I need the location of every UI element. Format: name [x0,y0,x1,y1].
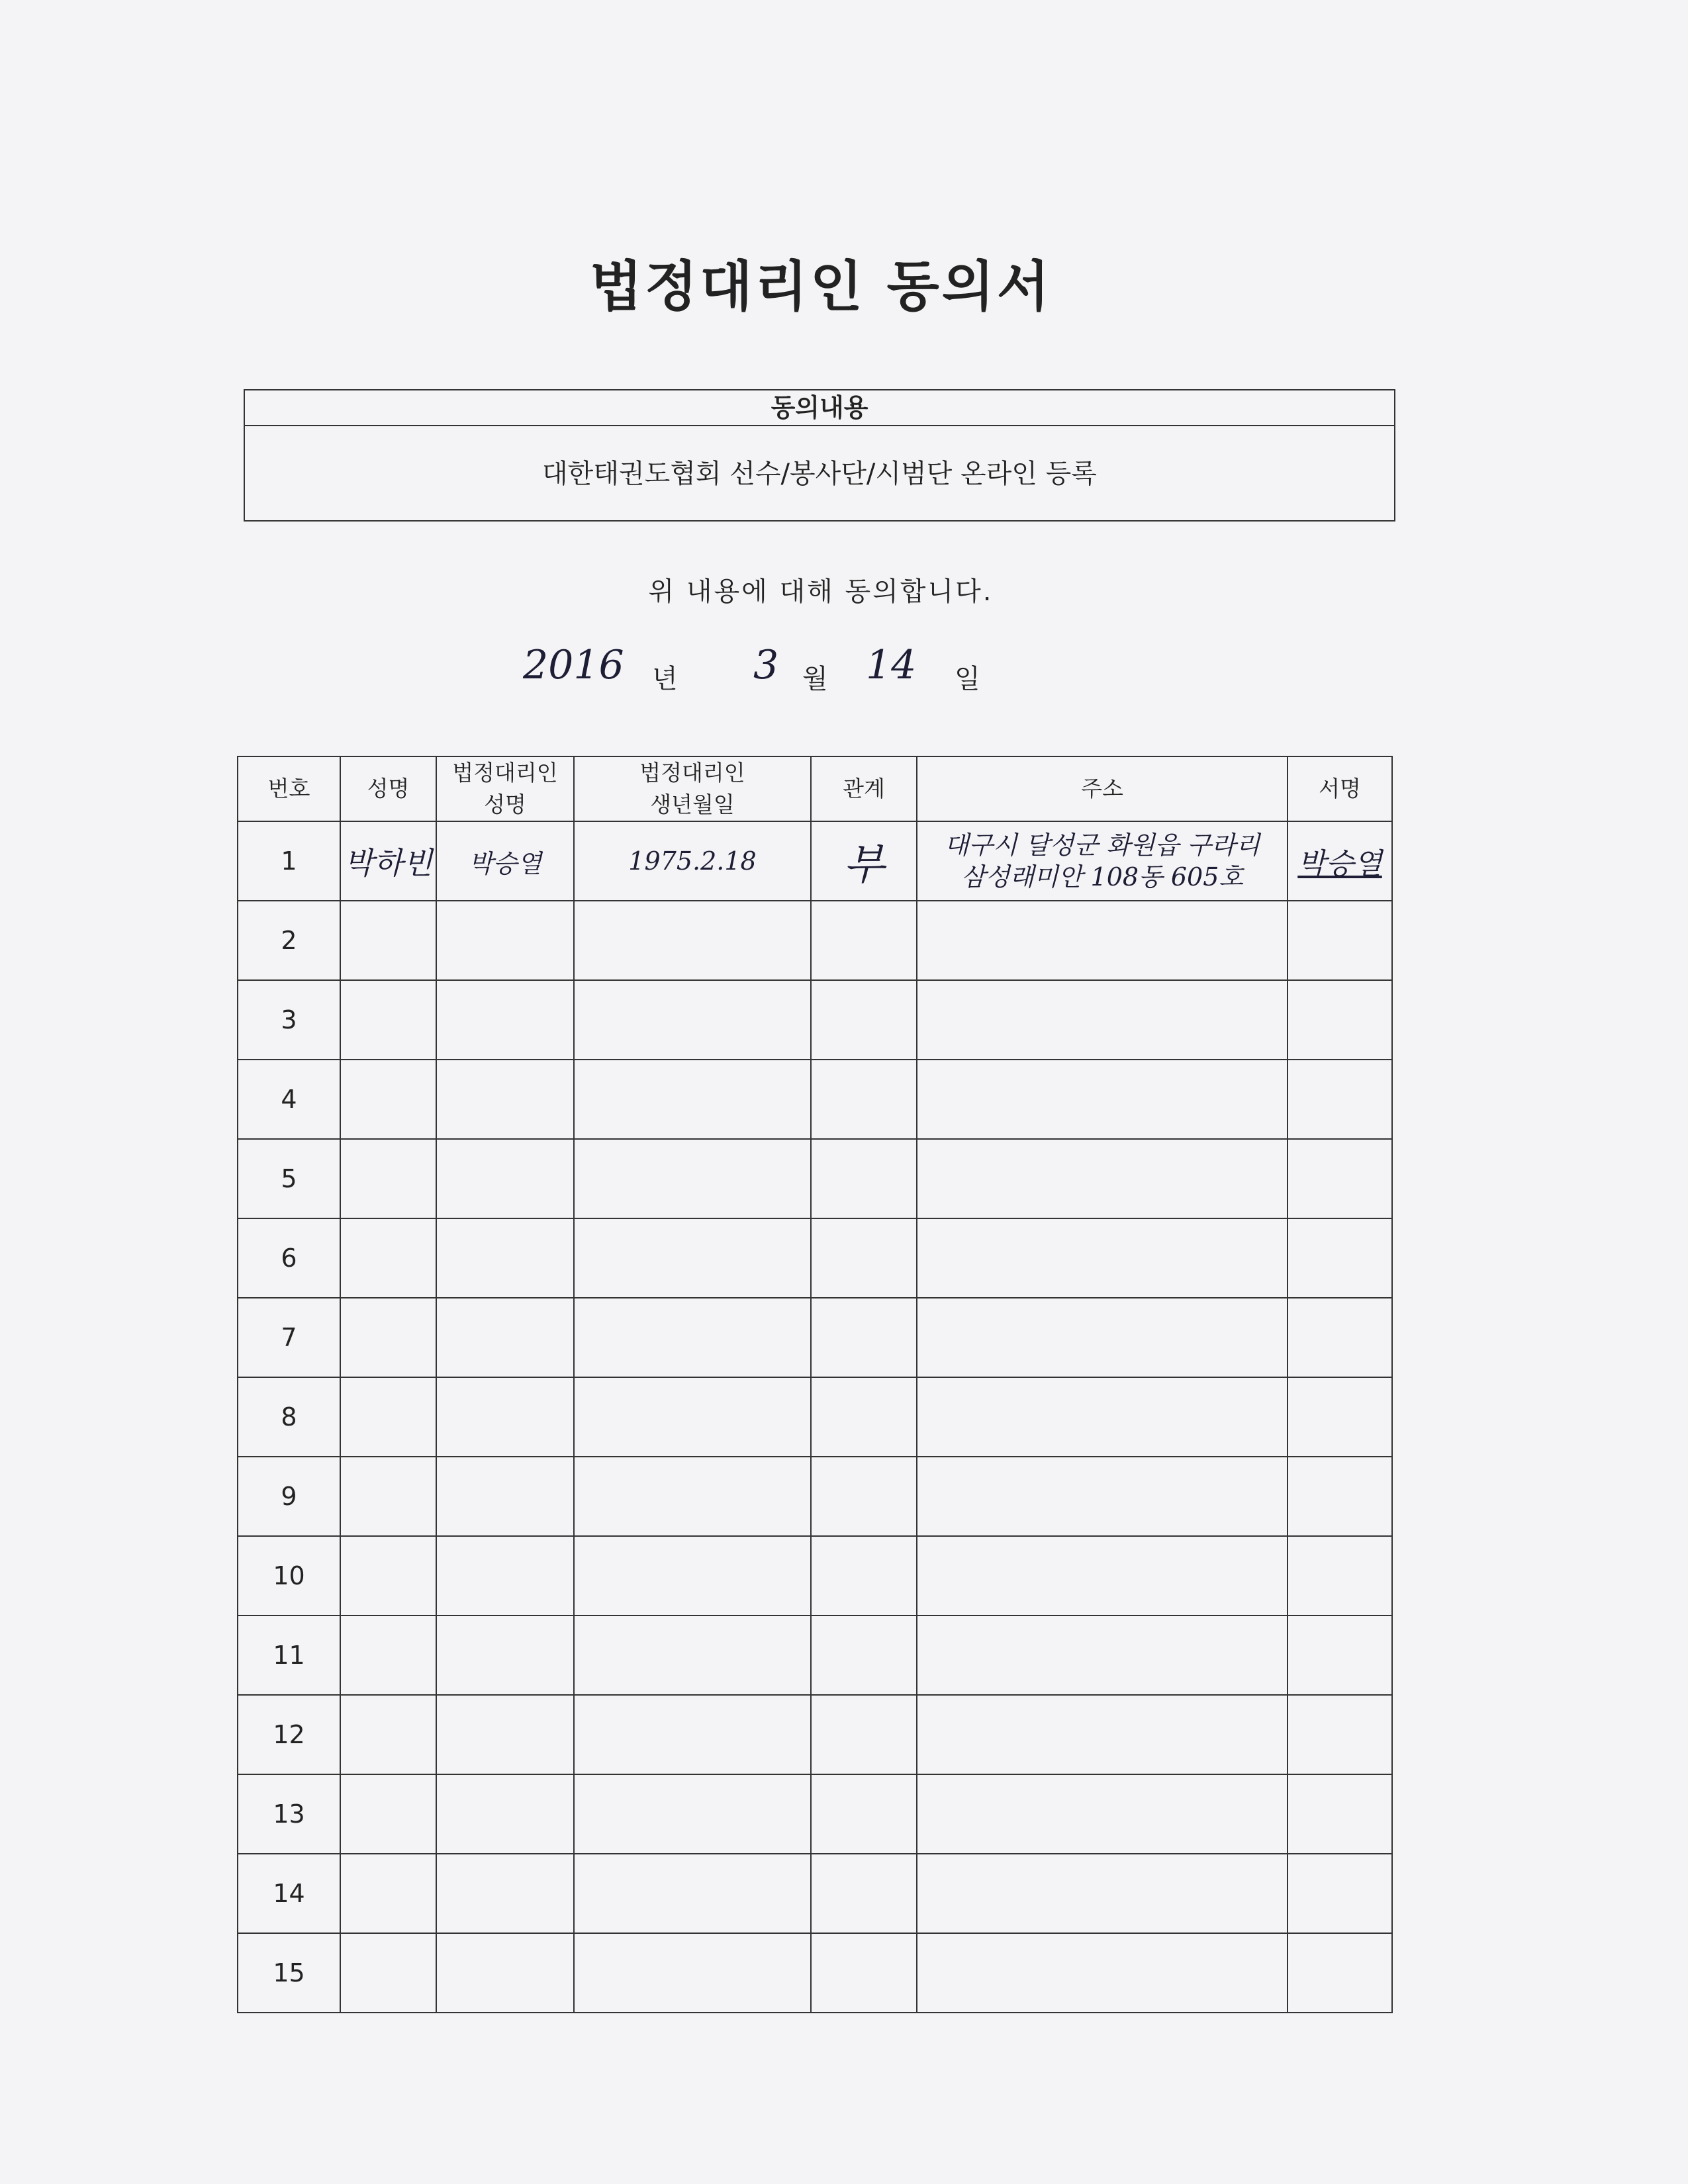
row-guardian-birth [574,1060,811,1139]
table-row [238,1695,1392,1774]
row-name [340,1139,436,1218]
row-guardian-birth: 1975.2.18 [574,821,811,901]
row-signature-cell [1288,1060,1392,1139]
row-address-line2: 삼성래미안 108동 605호 [961,862,1244,891]
table-row [238,1854,1392,1933]
row-name [340,1457,436,1536]
row-address [917,821,1288,901]
consent-content: 대한태권도협회 선수/봉사단/시범단 온라인 등록 [542,459,1097,489]
row-signature-cell [1288,1536,1392,1615]
row-name [340,1377,436,1457]
date-month-value: 3 [753,642,779,688]
row-guardian-name [436,1695,574,1774]
row-guardian-birth [574,901,811,980]
row-address [917,980,1288,1060]
header-name: 성명 [340,756,436,821]
row-guardian-name [436,1615,574,1695]
date-year-unit: 년 [652,664,678,694]
row-signature-cell [1288,1774,1392,1854]
row-relation [811,1218,917,1298]
header-guardian-name-line2: 성명 [484,792,526,817]
row-number: 14 [238,1854,340,1933]
header-relation: 관계 [811,756,917,821]
row-address [917,901,1288,980]
header-signature: 서명 [1288,756,1392,821]
row-guardian-birth [574,1377,811,1457]
table-row [238,1060,1392,1139]
row-guardian-birth [574,1854,811,1933]
header-guardian-birth-line1: 법정대리인 [639,760,745,786]
row-signature-cell [1288,1615,1392,1695]
row-signature-cell [1288,1377,1392,1457]
date-line [516,642,1178,702]
row-signature-cell [1288,980,1392,1060]
row-number: 12 [238,1695,340,1774]
row-relation [811,1615,917,1695]
row-guardian-birth [574,980,811,1060]
row-number: 13 [238,1774,340,1854]
table-row [238,1139,1392,1218]
row-number: 5 [238,1139,340,1218]
row-guardian-birth [574,1695,811,1774]
row-name [340,1218,436,1298]
row-name [340,1615,436,1695]
guardian-table [237,756,1393,2013]
row-address [917,1774,1288,1854]
row-guardian-birth [574,1774,811,1854]
row-relation [811,1060,917,1139]
row-number: 6 [238,1218,340,1298]
row-guardian-birth [574,1457,811,1536]
table-row [238,1218,1392,1298]
table-row [238,1615,1392,1695]
row-guardian-name [436,1060,574,1139]
table-row [238,1536,1392,1615]
row-address [917,1377,1288,1457]
row-name [340,1933,436,2013]
row-relation [811,1695,917,1774]
row-guardian-name [436,1298,574,1377]
row-guardian-name [436,901,574,980]
row-signature-cell [1288,1695,1392,1774]
row-name [340,1298,436,1377]
table-row [238,1457,1392,1536]
row-address [917,1695,1288,1774]
row-guardian-birth [574,1218,811,1298]
header-number: 번호 [238,756,340,821]
row-relation [811,1774,917,1854]
row-guardian-birth [574,1139,811,1218]
row-guardian-birth [574,1298,811,1377]
row-address [917,1854,1288,1933]
handwritten-signature: 박승열 [1297,847,1382,881]
date-day-unit: 일 [955,664,980,694]
agreement-statement: 위 내용에 대해 동의합니다. [648,576,994,607]
row-name: 박하빈 [340,821,436,901]
row-number: 8 [238,1377,340,1457]
consent-header: 동의내용 [245,390,1394,426]
date-month-unit: 월 [802,664,828,694]
row-number: 4 [238,1060,340,1139]
row-number: 1 [238,821,340,901]
row-guardian-name [436,1377,574,1457]
row-guardian-name [436,1854,574,1933]
header-guardian-birth-line2: 생년월일 [650,792,735,817]
table-body [238,821,1392,2013]
row-guardian-name [436,1774,574,1854]
row-address [917,1457,1288,1536]
row-signature-cell [1288,821,1392,901]
document-title: 법정대리인 동의서 [589,255,1053,318]
row-relation: 부 [811,821,917,901]
row-name [340,1060,436,1139]
row-signature-cell [1288,1218,1392,1298]
table-row [238,1774,1392,1854]
row-guardian-birth [574,1933,811,2013]
row-guardian-name [436,980,574,1060]
row-guardian-name [436,1139,574,1218]
row-guardian-name: 박승열 [436,821,574,901]
table-header-row [238,756,1392,821]
row-signature-cell [1288,1457,1392,1536]
row-number: 2 [238,901,340,980]
row-guardian-birth [574,1615,811,1695]
row-relation [811,1933,917,2013]
table-row [238,901,1392,980]
row-address [917,1933,1288,2013]
row-address [917,1615,1288,1695]
header-address: 주소 [917,756,1288,821]
row-relation [811,1854,917,1933]
row-relation [811,1536,917,1615]
table-row [238,1933,1392,2013]
row-address [917,1536,1288,1615]
consent-box [244,389,1395,522]
row-signature-cell [1288,1139,1392,1218]
row-name [340,1536,436,1615]
row-guardian-name [436,1933,574,2013]
row-relation [811,1298,917,1377]
row-address [917,1218,1288,1298]
row-name [340,1854,436,1933]
row-relation [811,1457,917,1536]
row-guardian-name [436,1218,574,1298]
row-address [917,1298,1288,1377]
table-row [238,980,1392,1060]
row-name [340,901,436,980]
row-name [340,980,436,1060]
row-number: 11 [238,1615,340,1695]
header-guardian-birth [574,756,811,821]
table-row [238,1377,1392,1457]
row-relation [811,901,917,980]
row-guardian-name [436,1536,574,1615]
row-relation [811,980,917,1060]
row-guardian-name [436,1457,574,1536]
row-address-line1: 대구시 달성군 화원읍 구라리 [944,831,1260,860]
date-year-value: 2016 [523,642,624,688]
row-signature-cell [1288,901,1392,980]
row-signature-cell [1288,1298,1392,1377]
row-number: 3 [238,980,340,1060]
row-relation [811,1139,917,1218]
row-address [917,1060,1288,1139]
row-number: 10 [238,1536,340,1615]
row-address [917,1139,1288,1218]
row-relation [811,1377,917,1457]
row-number: 15 [238,1933,340,2013]
row-name [340,1774,436,1854]
row-number: 7 [238,1298,340,1377]
row-guardian-birth [574,1536,811,1615]
table-row [238,1298,1392,1377]
table-row [238,821,1392,901]
row-number: 9 [238,1457,340,1536]
row-signature-cell [1288,1854,1392,1933]
date-day-value: 14 [866,642,917,688]
row-signature-cell [1288,1933,1392,2013]
row-name [340,1695,436,1774]
header-guardian-name [436,756,574,821]
header-guardian-name-line1: 법정대리인 [452,760,558,786]
